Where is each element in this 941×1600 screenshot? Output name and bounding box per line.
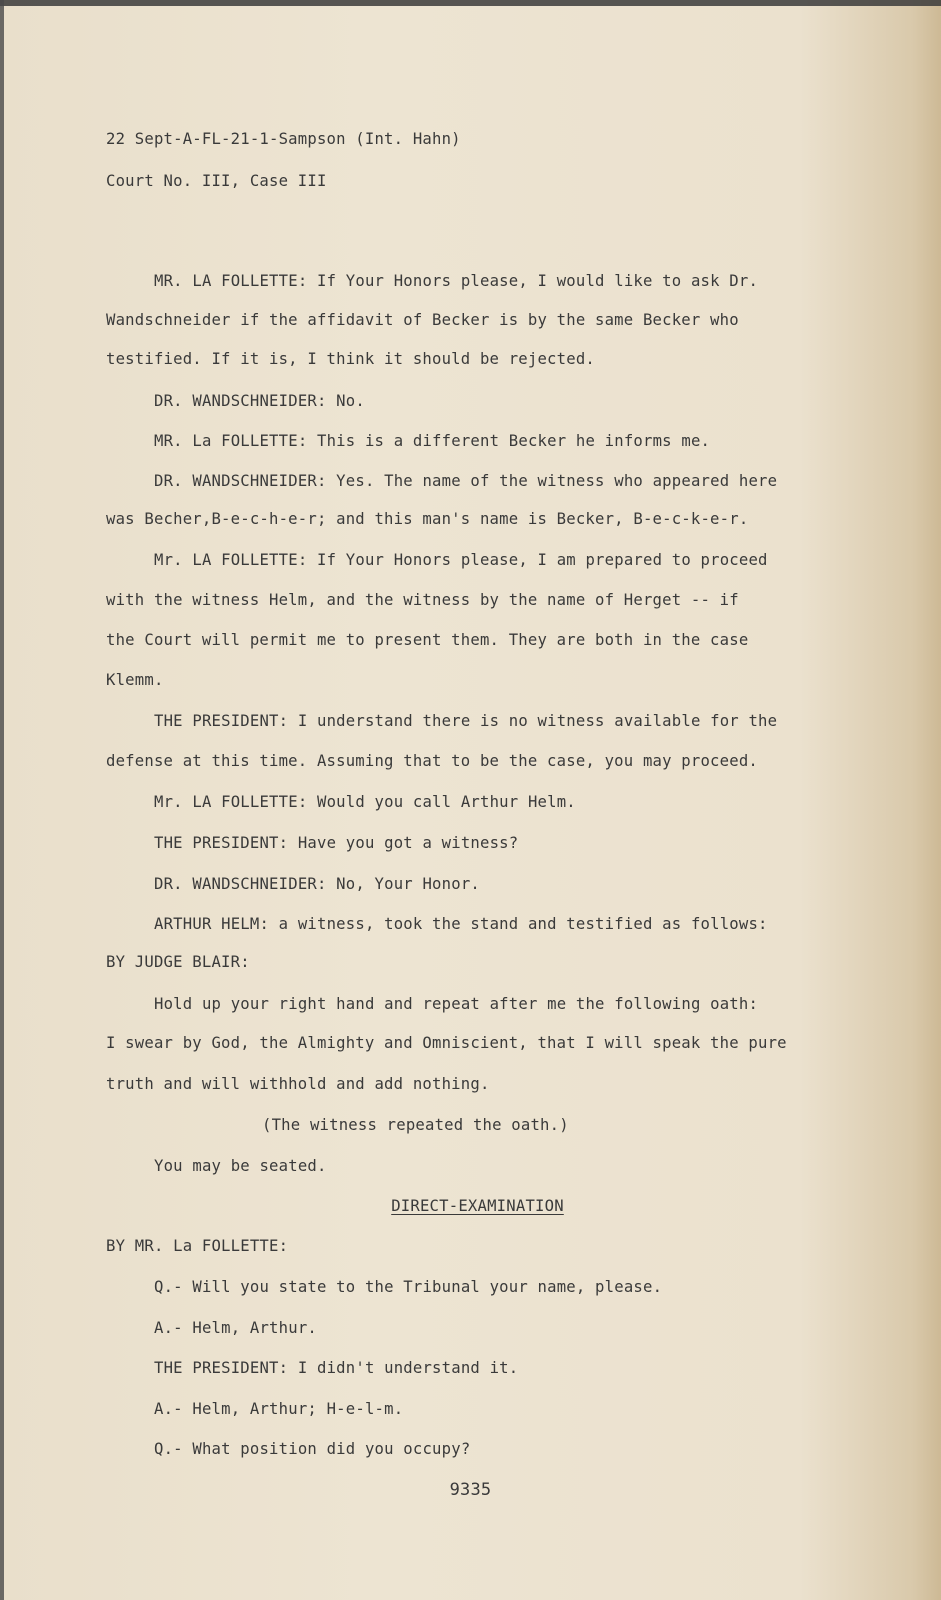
header-line-2: Court No. III, Case III [106,172,327,190]
text-line: the Court will permit me to present them. They are both in the case [106,631,749,649]
text-line: Wandschneider if the affidavit of Becker is by the same Becker who [106,311,739,329]
text-line: Q.- Will you state to the Tribunal your name, please. [154,1278,663,1296]
text-line: was Becher,B-e-c-h-e-r; and this man's name is Becker, B-e-c-k-e-r. [106,510,749,528]
text-line: THE PRESIDENT: Have you got a witness? [154,834,519,852]
text-line: BY MR. La FOLLETTE: [106,1237,289,1255]
text-line: testified. If it is, I think it should be rejected. [106,350,595,368]
text-line: MR. La FOLLETTE: This is a different Becker he informs me. [154,432,711,450]
text-line: MR. LA FOLLETTE: If Your Honors please, I would like to ask Dr. [154,272,759,290]
text-line: You may be seated. [154,1157,327,1175]
page-number: 9335 [449,1480,492,1500]
text-line: Klemm. [106,671,164,689]
text-line: Mr. LA FOLLETTE: If Your Honors please, I am prepared to proceed [154,551,768,569]
text-line: Mr. LA FOLLETTE: Would you call Arthur Helm. [154,793,576,811]
text-line: defense at this time. Assuming that to be the case, you may proceed. [106,752,758,770]
text-line: THE PRESIDENT: I didn't understand it. [154,1359,519,1377]
text-line: THE PRESIDENT: I understand there is no witness available for the [154,712,778,730]
text-line: A.- Helm, Arthur; H-e-l-m. [154,1400,404,1418]
text-line: I swear by God, the Almighty and Omniscient, that I will speak the pure [106,1034,787,1052]
header-line-1: 22 Sept-A-FL-21-1-Sampson (Int. Hahn) [106,130,461,148]
text-line: BY JUDGE BLAIR: [106,953,250,971]
text-line: Hold up your right hand and repeat after me the following oath: [154,995,759,1013]
text-line: DR. WANDSCHNEIDER: Yes. The name of the witness who appeared here [154,472,778,490]
text-line: ARTHUR HELM: a witness, took the stand and testified as follows: [154,915,768,933]
text-line: A.- Helm, Arthur. [154,1319,317,1337]
text-line: with the witness Helm, and the witness by the name of Herget -- if [106,591,739,609]
text-line: DR. WANDSCHNEIDER: No, Your Honor. [154,875,480,893]
section-heading: DIRECT-EXAMINATION [391,1197,564,1215]
text-line: (The witness repeated the oath.) [262,1116,569,1134]
text-line: truth and will withhold and add nothing. [106,1075,490,1093]
text-line: DR. WANDSCHNEIDER: No. [154,392,365,410]
text-line: Q.- What position did you occupy? [154,1440,471,1458]
